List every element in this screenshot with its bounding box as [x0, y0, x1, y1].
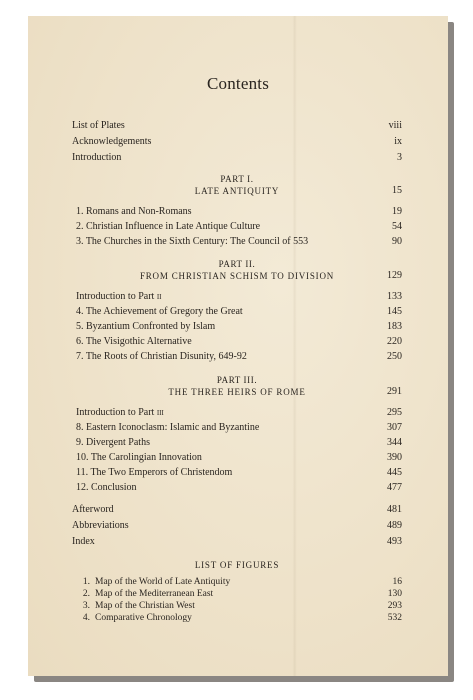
figure-page: 130 — [387, 589, 402, 599]
chapter-page: 477 — [387, 482, 402, 493]
figure-number: 1. — [82, 577, 90, 587]
book-page — [28, 16, 448, 676]
toc-entry — [72, 518, 402, 534]
toc-entry-label: Introduction — [72, 152, 122, 163]
chapter-entry — [76, 219, 402, 235]
toc-entry — [72, 502, 402, 518]
toc-entry-page: 3 — [397, 152, 402, 163]
part-label: PART II. — [218, 259, 256, 269]
toc-entry-label: Acknowledgements — [72, 136, 152, 147]
figure-label: Comparative Chronology — [95, 613, 192, 623]
chapter-page: 307 — [387, 422, 402, 433]
part-page: 129 — [387, 270, 402, 281]
part-intro-label: Introduction to Part ii — [76, 291, 162, 302]
chapter-entry — [76, 480, 402, 496]
part-label: PART III. — [216, 375, 258, 385]
chapter-entry — [76, 204, 402, 220]
chapter-label: 2. Christian Influence in Late Antique Culture — [76, 221, 261, 232]
part-title: FROM CHRISTIAN SCHISM TO DIVISION — [139, 271, 335, 281]
figure-entry — [76, 576, 402, 588]
toc-entry-page: 489 — [387, 520, 402, 531]
toc-entry-label: List of Plates — [72, 120, 125, 131]
part-intro-entry — [76, 289, 402, 305]
figure-number: 2. — [82, 589, 90, 599]
chapter-entry — [76, 319, 402, 335]
figure-entry — [76, 588, 402, 600]
chapter-page: 445 — [387, 467, 402, 478]
figure-entry — [76, 600, 402, 612]
chapter-label: 12. Conclusion — [76, 482, 137, 493]
part-page: 15 — [392, 185, 402, 196]
figure-number: 3. — [82, 601, 90, 611]
chapter-page: 183 — [387, 321, 402, 332]
toc-entry-page: 493 — [387, 536, 402, 547]
part-title: LATE ANTIQUITY — [194, 186, 280, 196]
part-page: 291 — [387, 386, 402, 397]
figure-label: Map of the Christian West — [95, 601, 195, 611]
figure-entry — [76, 612, 402, 624]
chapter-entry — [76, 304, 402, 320]
chapter-label: 3. The Churches in the Sixth Century: The Council of 553 — [76, 236, 309, 247]
toc-entry-label: Index — [72, 536, 95, 547]
toc-entry-label: Abbreviations — [72, 520, 129, 531]
figure-number: 4. — [82, 613, 90, 623]
toc-entry — [72, 134, 402, 150]
figures-heading: LIST OF FIGURES — [194, 560, 280, 570]
chapter-label: 11. The Two Emperors of Christendom — [76, 467, 233, 478]
chapter-page: 250 — [387, 351, 402, 362]
chapter-page: 390 — [387, 452, 402, 463]
chapter-page: 90 — [392, 236, 402, 247]
chapter-page: 54 — [392, 221, 402, 232]
figure-page: 532 — [387, 613, 402, 623]
toc-entry-page: viii — [388, 120, 402, 131]
chapter-page: 344 — [387, 437, 402, 448]
chapter-label: 4. The Achievement of Gregory the Great — [76, 306, 243, 317]
figure-page: 293 — [387, 601, 402, 611]
chapter-page: 19 — [392, 206, 402, 217]
part-intro-page: 295 — [387, 407, 402, 418]
toc-entry — [72, 534, 402, 550]
page-title: Contents — [206, 74, 270, 93]
chapter-entry — [76, 465, 402, 481]
chapter-entry — [76, 435, 402, 451]
part-intro-page: 133 — [387, 291, 402, 302]
chapter-page: 145 — [387, 306, 402, 317]
figure-label: Map of the Mediterranean East — [95, 589, 214, 599]
chapter-entry — [76, 450, 402, 466]
chapter-label: 9. Divergent Paths — [76, 437, 150, 448]
toc-entry — [72, 118, 402, 134]
chapter-entry — [76, 234, 402, 250]
chapter-label: 10. The Carolingian Innovation — [76, 452, 202, 463]
part-intro-label: Introduction to Part iii — [76, 407, 164, 418]
figure-page: 16 — [392, 577, 402, 587]
toc-entry-label: Afterword — [72, 504, 114, 515]
figure-label: Map of the World of Late Antiquity — [95, 577, 231, 587]
chapter-label: 6. The Visigothic Alternative — [76, 336, 192, 347]
toc-entry-page: 481 — [387, 504, 402, 515]
toc-entry — [72, 150, 402, 166]
part-intro-entry — [76, 405, 402, 421]
chapter-label: 7. The Roots of Christian Disunity, 649-92 — [76, 351, 247, 362]
chapter-entry — [76, 420, 402, 436]
chapter-label: 8. Eastern Iconoclasm: Islamic and Byzantine — [76, 422, 260, 433]
chapter-entry — [76, 349, 402, 365]
part-label: PART I. — [220, 174, 254, 184]
toc-entry-page: ix — [394, 136, 402, 147]
chapter-page: 220 — [387, 336, 402, 347]
chapter-label: 5. Byzantium Confronted by Islam — [76, 321, 216, 332]
chapter-label: 1. Romans and Non-Romans — [76, 206, 192, 217]
chapter-entry — [76, 334, 402, 350]
part-title: THE THREE HEIRS OF ROME — [168, 387, 306, 397]
